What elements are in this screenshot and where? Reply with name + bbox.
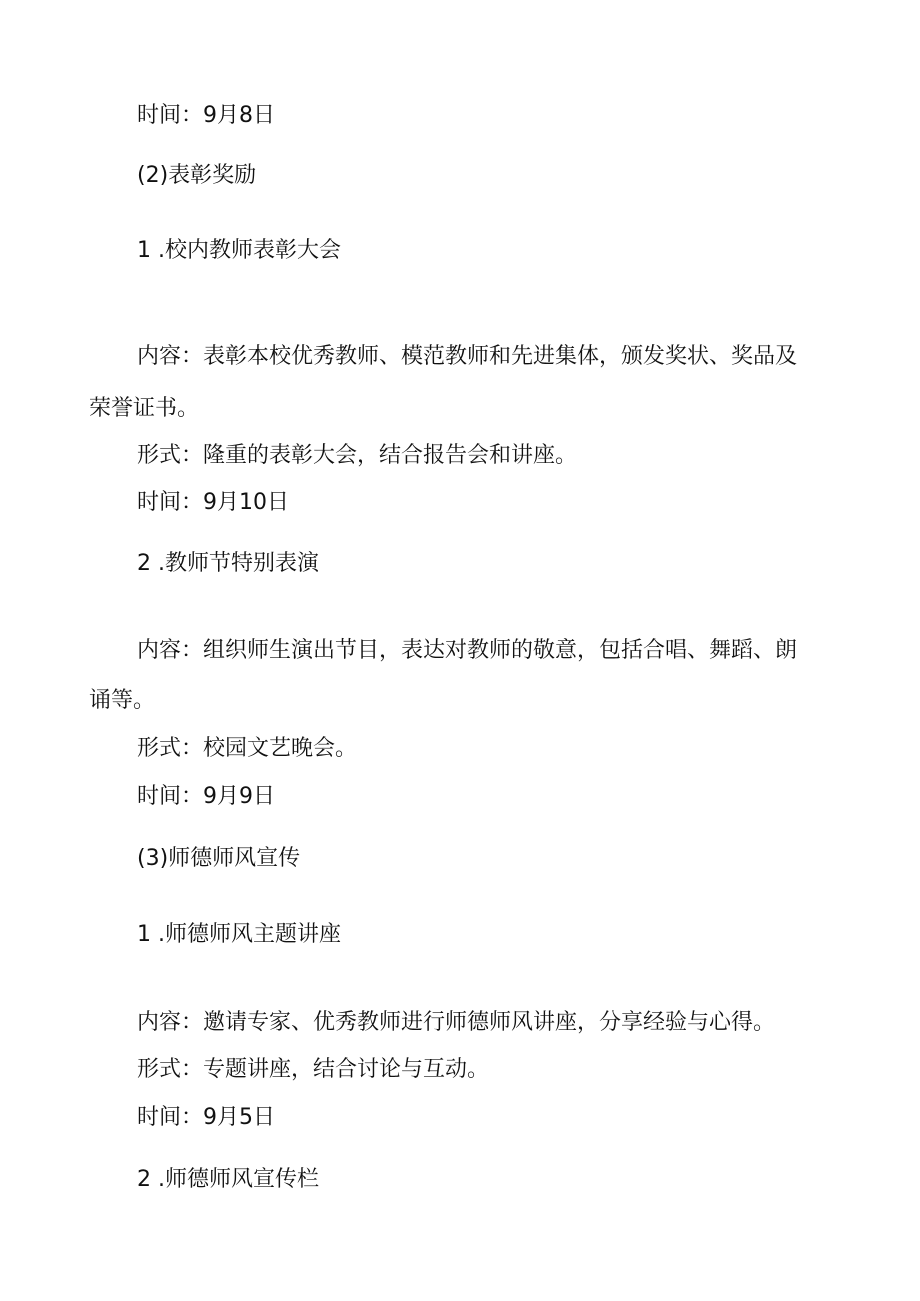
content-line: 内容：邀请专家、优秀教师进行师德师风讲座，分享经验与心得。 (137, 1010, 776, 1035)
time-line: 时间：9月8日 (137, 103, 275, 128)
content-line: 内容：表彰本校优秀教师、模范教师和先进集体，颁发奖状、奖品及 (137, 344, 798, 369)
form-line: 形式：隆重的表彰大会，结合报告会和讲座。 (137, 443, 578, 468)
subsection-heading: 2 .教师节特别表演 (137, 551, 319, 576)
form-line: 形式：校园文艺晚会。 (137, 736, 358, 761)
time-line: 时间：9月10日 (137, 490, 289, 515)
subsection-heading: 1 .师德师风主题讲座 (137, 922, 341, 947)
content-line: 内容：组织师生演出节目，表达对教师的敬意，包括合唱、舞蹈、朗 (137, 638, 798, 663)
content-line-continued: 诵等。 (89, 688, 156, 713)
section-heading: (3)师德师风宣传 (137, 846, 301, 871)
time-line: 时间：9月5日 (137, 1105, 275, 1130)
subsection-heading: 2 .师德师风宣传栏 (137, 1167, 319, 1192)
form-line: 形式：专题讲座，结合讨论与互动。 (137, 1057, 490, 1082)
content-line-continued: 荣誉证书。 (89, 396, 200, 421)
section-heading: (2)表彰奖励 (137, 163, 257, 188)
time-line: 时间：9月9日 (137, 784, 275, 809)
subsection-heading: 1 .校内教师表彰大会 (137, 238, 341, 263)
